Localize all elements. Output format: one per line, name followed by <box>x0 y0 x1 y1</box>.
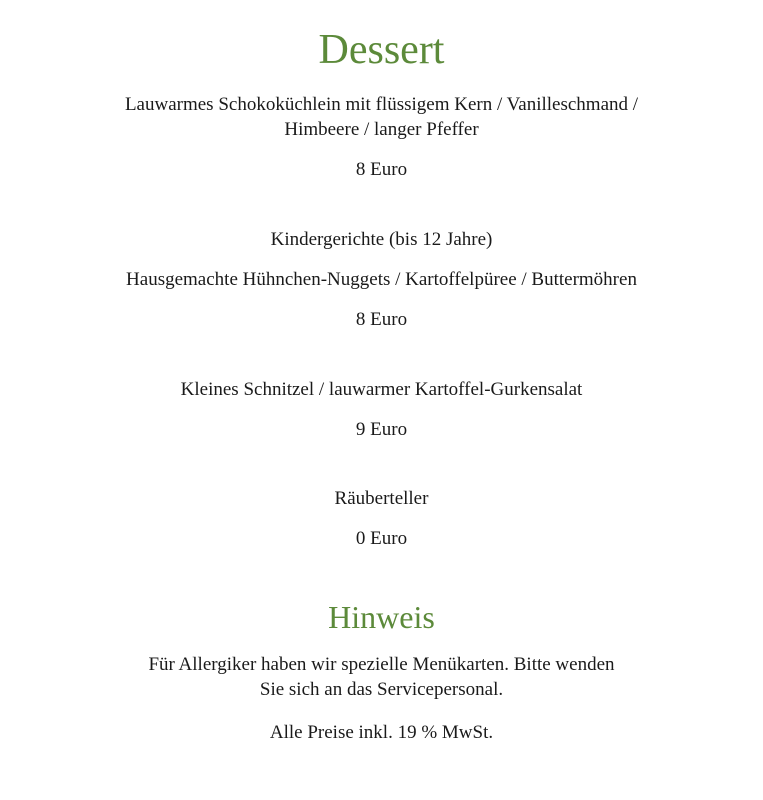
dessert-item-price: 8 Euro <box>355 159 408 180</box>
kids-menu-subtitle: Kindergerichte (bis 12 Jahre) <box>270 229 493 250</box>
kids-item-3-price: 0 Euro <box>355 528 408 549</box>
kids-item-2-description: Kleines Schnitzel / lauwarmer Kartoffel-Gurkensalat <box>180 379 583 400</box>
allergy-notice-line-2: Sie sich an das Servicepersonal. <box>259 679 504 700</box>
kids-item-1-price: 8 Euro <box>355 309 408 330</box>
dessert-heading: Dessert <box>318 27 445 73</box>
notice-heading: Hinweis <box>328 599 435 635</box>
kids-item-3-description: Räuberteller <box>334 488 429 509</box>
allergy-notice-line-1: Für Allergiker haben wir spezielle Menükarten. Bitte wenden <box>148 654 615 675</box>
dessert-item-description-line-1: Lauwarmes Schokoküchlein mit flüssigem Kern / Vanilleschmand / <box>124 94 639 115</box>
kids-item-1-description: Hausgemachte Hühnchen-Nuggets / Kartoffelpüree / Buttermöhren <box>126 269 637 290</box>
dessert-item-description-line-2: Himbeere / langer Pfeffer <box>284 119 479 140</box>
kids-item-2-price: 9 Euro <box>355 419 408 440</box>
tax-notice: Alle Preise inkl. 19 % MwSt. <box>269 722 494 743</box>
